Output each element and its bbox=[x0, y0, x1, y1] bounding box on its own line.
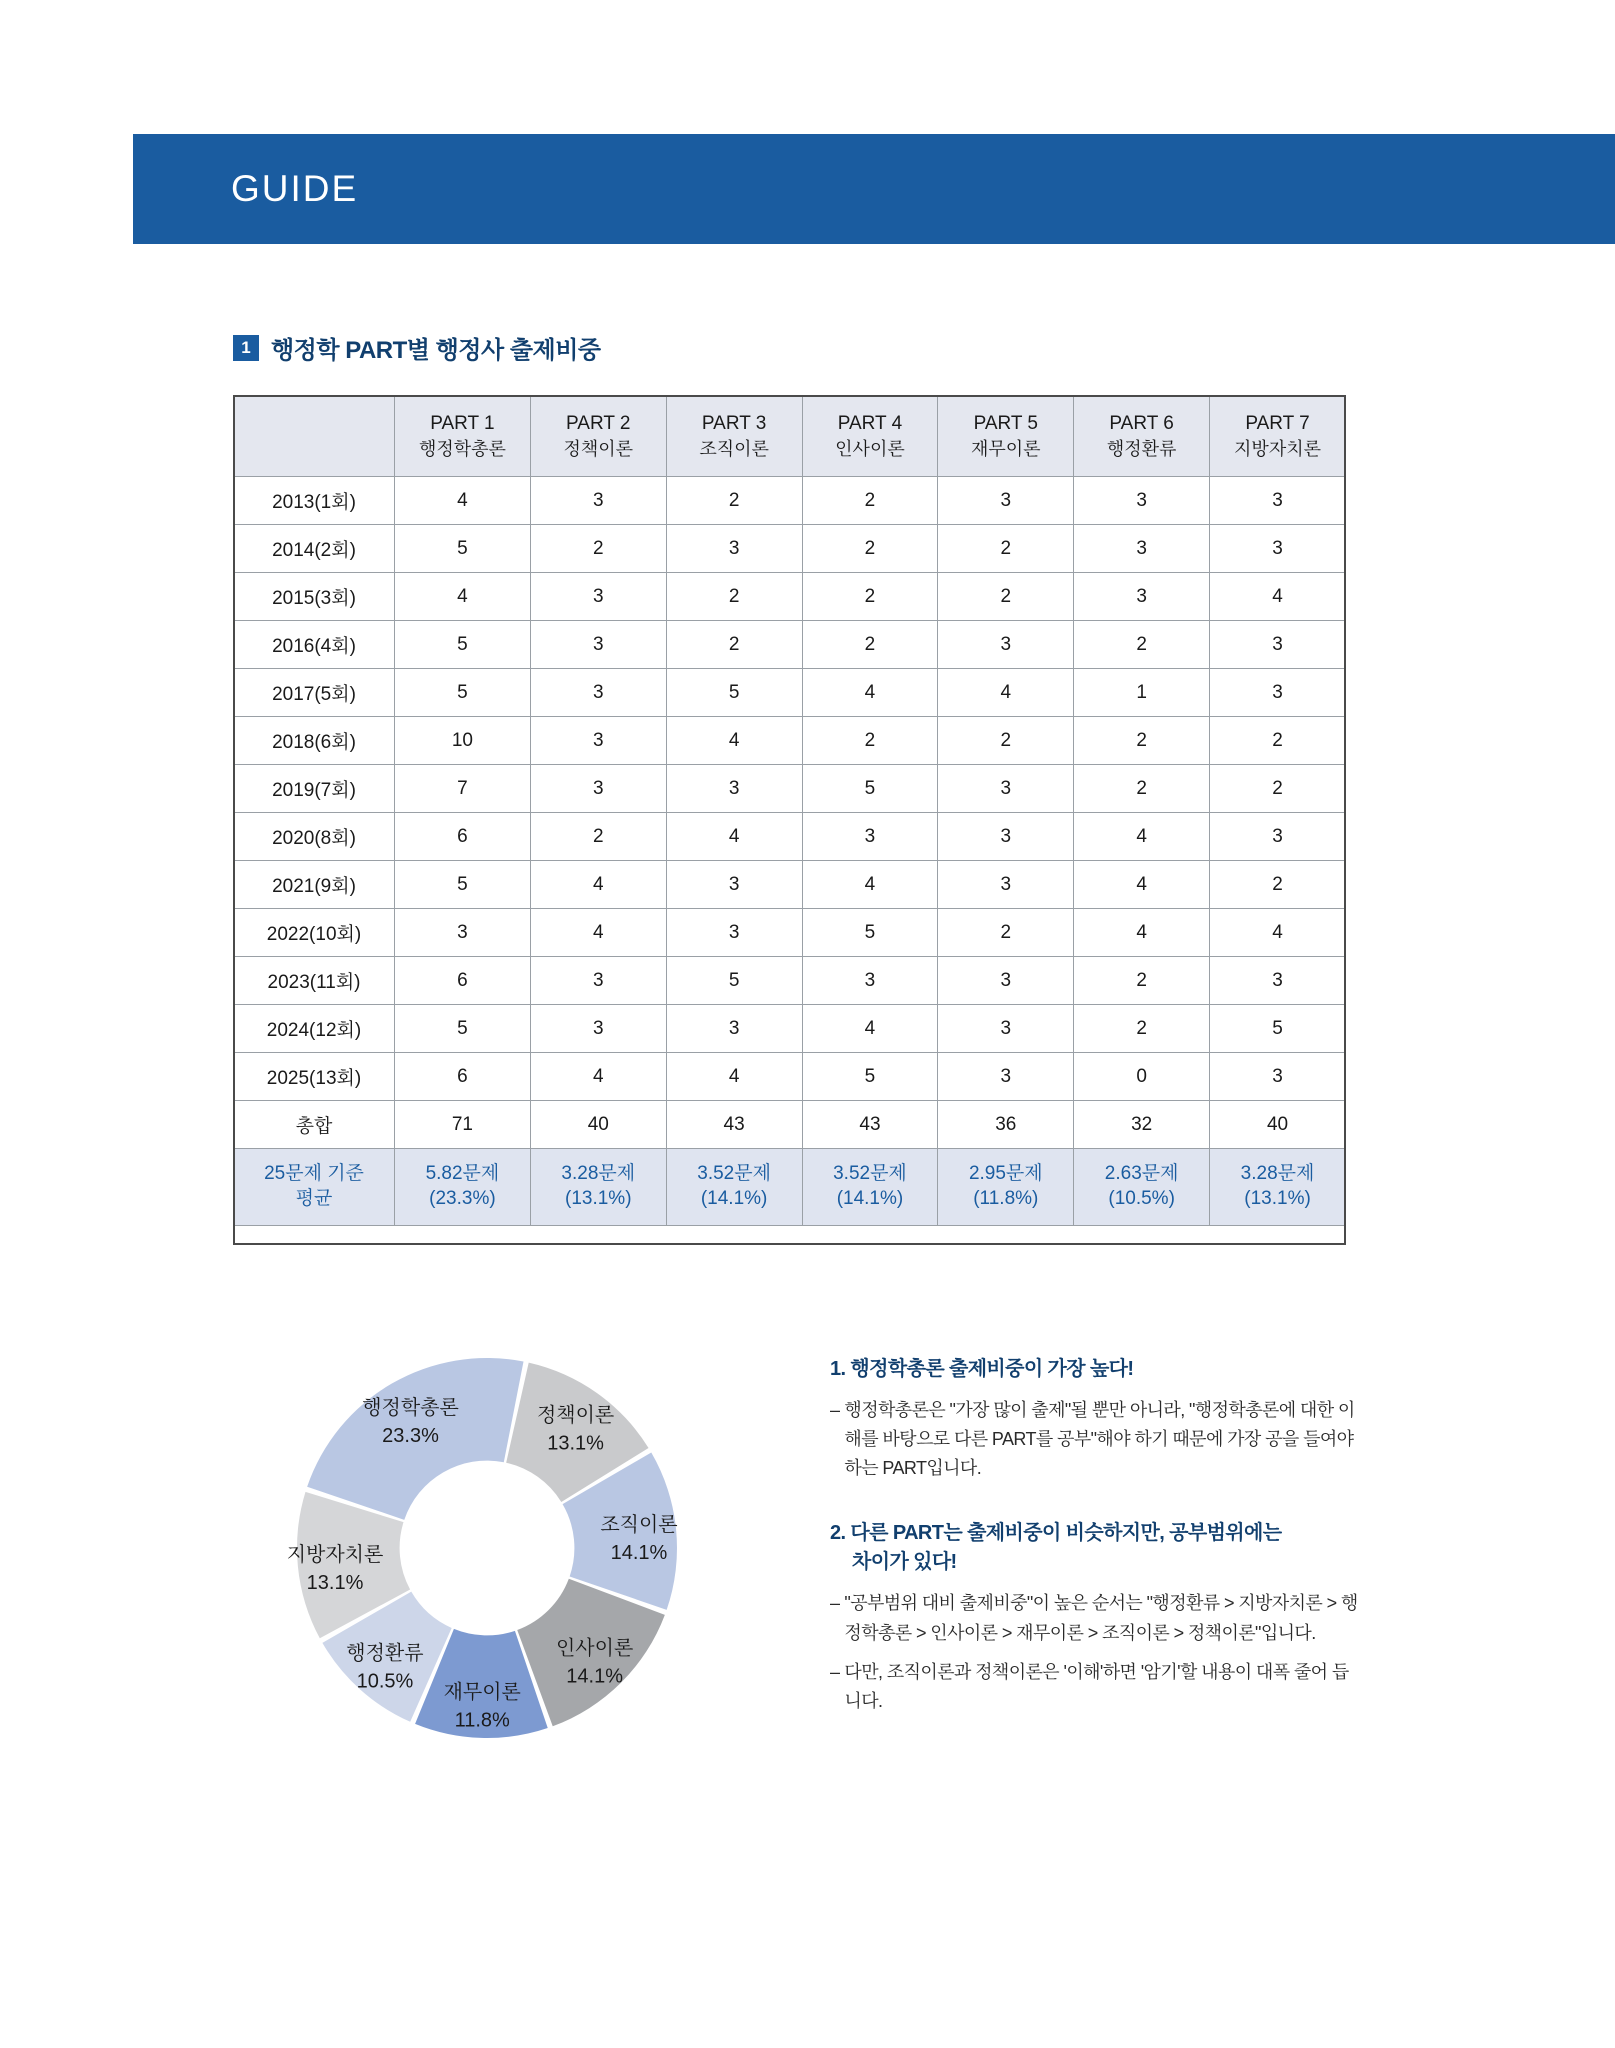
cell-average: 3.28문제 (13.1%) bbox=[530, 1149, 666, 1226]
cell-total: 40 bbox=[530, 1101, 666, 1149]
table-header-row bbox=[234, 396, 1346, 477]
cell-total: 43 bbox=[802, 1101, 938, 1149]
cell: 2 bbox=[666, 477, 802, 525]
cell-total: 40 bbox=[1210, 1101, 1346, 1149]
donut-slice-value: 13.1% bbox=[306, 1571, 364, 1594]
cell-total: 43 bbox=[666, 1101, 802, 1149]
note-text: 행정학총론은 "가장 많이 출제"될 뿐만 아니라, "행정학총론에 대한 이해를 바탕으로 다른 PART를 공부"해야 하기 때문에 가장 공을 들여야 하는 PART입니다. bbox=[844, 1400, 1355, 1479]
donut-slice-name: 지방자치론 bbox=[286, 1543, 384, 1566]
cell: 4 bbox=[1074, 909, 1210, 957]
note-text: 다만, 조직이론과 정책이론은 '이해'하면 '암기'할 내용이 대폭 줄어 듭니다. bbox=[844, 1661, 1349, 1711]
cell: 4 bbox=[1074, 861, 1210, 909]
cell: 7 bbox=[395, 765, 531, 813]
row-label: 2014(2회) bbox=[234, 525, 395, 573]
row-label: 2015(3회) bbox=[234, 573, 395, 621]
cell: 6 bbox=[395, 957, 531, 1005]
table-average-row bbox=[234, 1149, 1346, 1226]
donut-slice-name: 인사이론 bbox=[555, 1637, 634, 1660]
row-label: 2020(8회) bbox=[234, 813, 395, 861]
row-label: 2024(12회) bbox=[234, 1005, 395, 1053]
table-col-header-4: PART 4 인사이론 bbox=[802, 396, 938, 477]
cell: 2 bbox=[938, 717, 1074, 765]
donut-slice-value: 13.1% bbox=[547, 1432, 604, 1455]
cell: 4 bbox=[802, 669, 938, 717]
cell: 3 bbox=[530, 957, 666, 1005]
table-col-header-3: PART 3 조직이론 bbox=[666, 396, 802, 477]
section-number-badge: 1 bbox=[233, 335, 259, 361]
donut-slice-name: 조직이론 bbox=[600, 1514, 678, 1537]
table-row bbox=[234, 573, 1346, 621]
donut-slice-value: 10.5% bbox=[356, 1670, 414, 1693]
cell: 2 bbox=[530, 813, 666, 861]
cell: 2 bbox=[938, 573, 1074, 621]
row-label: 2016(4회) bbox=[234, 621, 395, 669]
cell: 3 bbox=[666, 525, 802, 573]
row-label-total: 총합 bbox=[234, 1101, 395, 1149]
note-dash: – bbox=[830, 1400, 840, 1420]
cell: 3 bbox=[530, 1005, 666, 1053]
cell: 0 bbox=[1074, 1053, 1210, 1101]
donut-slice-value: 14.1% bbox=[566, 1665, 623, 1688]
cell: 4 bbox=[1210, 909, 1346, 957]
cell-total: 32 bbox=[1074, 1101, 1210, 1149]
cell: 5 bbox=[395, 861, 531, 909]
table-row bbox=[234, 717, 1346, 765]
cell: 3 bbox=[938, 621, 1074, 669]
cell: 3 bbox=[666, 765, 802, 813]
cell: 2 bbox=[530, 525, 666, 573]
cell: 4 bbox=[666, 1053, 802, 1101]
cell: 3 bbox=[1210, 813, 1346, 861]
donut-chart bbox=[255, 1300, 815, 1800]
donut-chart-svg bbox=[255, 1300, 815, 1800]
cell: 5 bbox=[395, 525, 531, 573]
cell: 3 bbox=[1074, 573, 1210, 621]
cell: 2 bbox=[1074, 621, 1210, 669]
cell: 5 bbox=[802, 765, 938, 813]
donut-slice-name: 재무이론 bbox=[443, 1681, 521, 1704]
cell-average: 2.95문제 (11.8%) bbox=[938, 1149, 1074, 1226]
exam-weight-table-wrap bbox=[233, 395, 1346, 1226]
note-dash: – bbox=[830, 1661, 840, 1682]
cell: 5 bbox=[1210, 1005, 1346, 1053]
row-label: 2021(9회) bbox=[234, 861, 395, 909]
table-row bbox=[234, 1053, 1346, 1101]
section-heading bbox=[233, 330, 601, 365]
cell: 2 bbox=[1074, 957, 1210, 1005]
cell: 2 bbox=[802, 573, 938, 621]
cell-total: 36 bbox=[938, 1101, 1074, 1149]
cell: 3 bbox=[802, 957, 938, 1005]
cell: 3 bbox=[1210, 621, 1346, 669]
table-corner-cell bbox=[234, 396, 395, 477]
table-row bbox=[234, 861, 1346, 909]
cell: 4 bbox=[530, 909, 666, 957]
table-row bbox=[234, 621, 1346, 669]
cell: 3 bbox=[1210, 525, 1346, 573]
cell-average: 2.63문제 (10.5%) bbox=[1074, 1149, 1210, 1226]
donut-slice-name: 행정학총론 bbox=[362, 1396, 459, 1419]
donut-slice-name: 행정환류 bbox=[346, 1642, 424, 1665]
cell: 2 bbox=[1074, 765, 1210, 813]
cell: 2 bbox=[1210, 765, 1346, 813]
note-item bbox=[830, 1396, 1360, 1483]
cell: 5 bbox=[666, 957, 802, 1005]
cell-average: 3.28문제 (13.1%) bbox=[1210, 1149, 1346, 1226]
note-title-2: 2. 다른 PART는 출제비중이 비슷하지만, 공부범위에는 차이가 있다! bbox=[830, 1522, 1282, 1574]
table-row bbox=[234, 669, 1346, 717]
row-label-average: 25문제 기준 평균 bbox=[234, 1149, 395, 1226]
cell: 4 bbox=[395, 477, 531, 525]
table-col-header-7: PART 7 지방자치론 bbox=[1210, 396, 1346, 477]
donut-slice-value: 23.3% bbox=[382, 1424, 439, 1447]
cell: 4 bbox=[666, 717, 802, 765]
cell: 3 bbox=[666, 861, 802, 909]
cell: 3 bbox=[938, 957, 1074, 1005]
cell: 3 bbox=[1210, 669, 1346, 717]
cell: 3 bbox=[1210, 957, 1346, 1005]
row-label: 2018(6회) bbox=[234, 717, 395, 765]
cell: 3 bbox=[530, 477, 666, 525]
cell: 5 bbox=[395, 1005, 531, 1053]
note-title-1: 1. 행정학총론 출제비중이 가장 높다! bbox=[830, 1358, 1134, 1380]
cell: 2 bbox=[938, 525, 1074, 573]
table-total-row bbox=[234, 1101, 1346, 1149]
cell: 3 bbox=[1210, 1053, 1346, 1101]
cell: 3 bbox=[938, 1053, 1074, 1101]
cell: 2 bbox=[1210, 861, 1346, 909]
cell: 2 bbox=[802, 621, 938, 669]
cell: 3 bbox=[938, 861, 1074, 909]
cell: 3 bbox=[1210, 477, 1346, 525]
donut-slice-value: 11.8% bbox=[454, 1709, 510, 1732]
cell: 3 bbox=[666, 1005, 802, 1053]
cell: 4 bbox=[530, 1053, 666, 1101]
cell: 2 bbox=[802, 717, 938, 765]
table-row bbox=[234, 957, 1346, 1005]
table-row bbox=[234, 765, 1346, 813]
cell: 4 bbox=[395, 573, 531, 621]
cell: 2 bbox=[1210, 717, 1346, 765]
cell: 3 bbox=[530, 621, 666, 669]
section-title: 행정학 PART별 행정사 출제비중 bbox=[271, 337, 601, 364]
cell: 3 bbox=[666, 909, 802, 957]
cell: 2 bbox=[802, 525, 938, 573]
table-row bbox=[234, 525, 1346, 573]
row-label: 2023(11회) bbox=[234, 957, 395, 1005]
cell: 5 bbox=[802, 1053, 938, 1101]
cell: 4 bbox=[938, 669, 1074, 717]
row-label: 2025(13회) bbox=[234, 1053, 395, 1101]
notes-panel bbox=[830, 1355, 1360, 1726]
row-label: 2019(7회) bbox=[234, 765, 395, 813]
donut-slice-name: 정책이론 bbox=[536, 1404, 615, 1427]
cell: 2 bbox=[1074, 717, 1210, 765]
cell: 2 bbox=[938, 909, 1074, 957]
cell: 3 bbox=[938, 813, 1074, 861]
table-row bbox=[234, 477, 1346, 525]
cell-average: 5.82문제 (23.3%) bbox=[395, 1149, 531, 1226]
cell: 4 bbox=[802, 1005, 938, 1053]
note-item bbox=[830, 1589, 1360, 1647]
table-col-header-6: PART 6 행정환류 bbox=[1074, 396, 1210, 477]
row-label: 2022(10회) bbox=[234, 909, 395, 957]
cell: 6 bbox=[395, 1053, 531, 1101]
cell: 3 bbox=[938, 765, 1074, 813]
table-col-header-5: PART 5 재무이론 bbox=[938, 396, 1074, 477]
note-dash: – bbox=[830, 1593, 840, 1614]
cell: 3 bbox=[530, 717, 666, 765]
cell: 2 bbox=[802, 477, 938, 525]
table-col-header-1: PART 1 행정학총론 bbox=[395, 396, 531, 477]
cell: 10 bbox=[395, 717, 531, 765]
cell-average: 3.52문제 (14.1%) bbox=[666, 1149, 802, 1226]
cell: 5 bbox=[666, 669, 802, 717]
cell: 4 bbox=[1210, 573, 1346, 621]
cell-total: 71 bbox=[395, 1101, 531, 1149]
note-item bbox=[830, 1658, 1360, 1716]
cell: 3 bbox=[802, 813, 938, 861]
cell: 5 bbox=[395, 621, 531, 669]
table-row bbox=[234, 1005, 1346, 1053]
guide-header-bar bbox=[133, 134, 1615, 244]
cell: 3 bbox=[530, 765, 666, 813]
cell: 3 bbox=[938, 1005, 1074, 1053]
table-row bbox=[234, 909, 1346, 957]
cell-average: 3.52문제 (14.1%) bbox=[802, 1149, 938, 1226]
cell: 2 bbox=[1074, 1005, 1210, 1053]
cell: 2 bbox=[666, 621, 802, 669]
cell: 3 bbox=[1074, 525, 1210, 573]
table-col-header-2: PART 2 정책이론 bbox=[530, 396, 666, 477]
row-label: 2013(1회) bbox=[234, 477, 395, 525]
cell: 6 bbox=[395, 813, 531, 861]
note-text: "공부범위 대비 출제비중"이 높은 순서는 "행정환류 > 지방자치론 > 행정학총론 > 인사이론 > 재무이론 > 조직이론 > 정책이론"입니다. bbox=[844, 1593, 1358, 1643]
exam-weight-table bbox=[233, 395, 1346, 1226]
donut-slice-value: 14.1% bbox=[610, 1542, 668, 1565]
cell: 4 bbox=[802, 861, 938, 909]
cell: 5 bbox=[802, 909, 938, 957]
row-label: 2017(5회) bbox=[234, 669, 395, 717]
cell: 4 bbox=[1074, 813, 1210, 861]
cell: 3 bbox=[530, 669, 666, 717]
cell: 3 bbox=[938, 477, 1074, 525]
cell: 4 bbox=[530, 861, 666, 909]
cell: 3 bbox=[530, 573, 666, 621]
cell: 3 bbox=[395, 909, 531, 957]
cell: 1 bbox=[1074, 669, 1210, 717]
cell: 4 bbox=[666, 813, 802, 861]
cell: 3 bbox=[1074, 477, 1210, 525]
page-title: GUIDE bbox=[231, 168, 359, 209]
cell: 2 bbox=[666, 573, 802, 621]
cell: 5 bbox=[395, 669, 531, 717]
table-row bbox=[234, 813, 1346, 861]
